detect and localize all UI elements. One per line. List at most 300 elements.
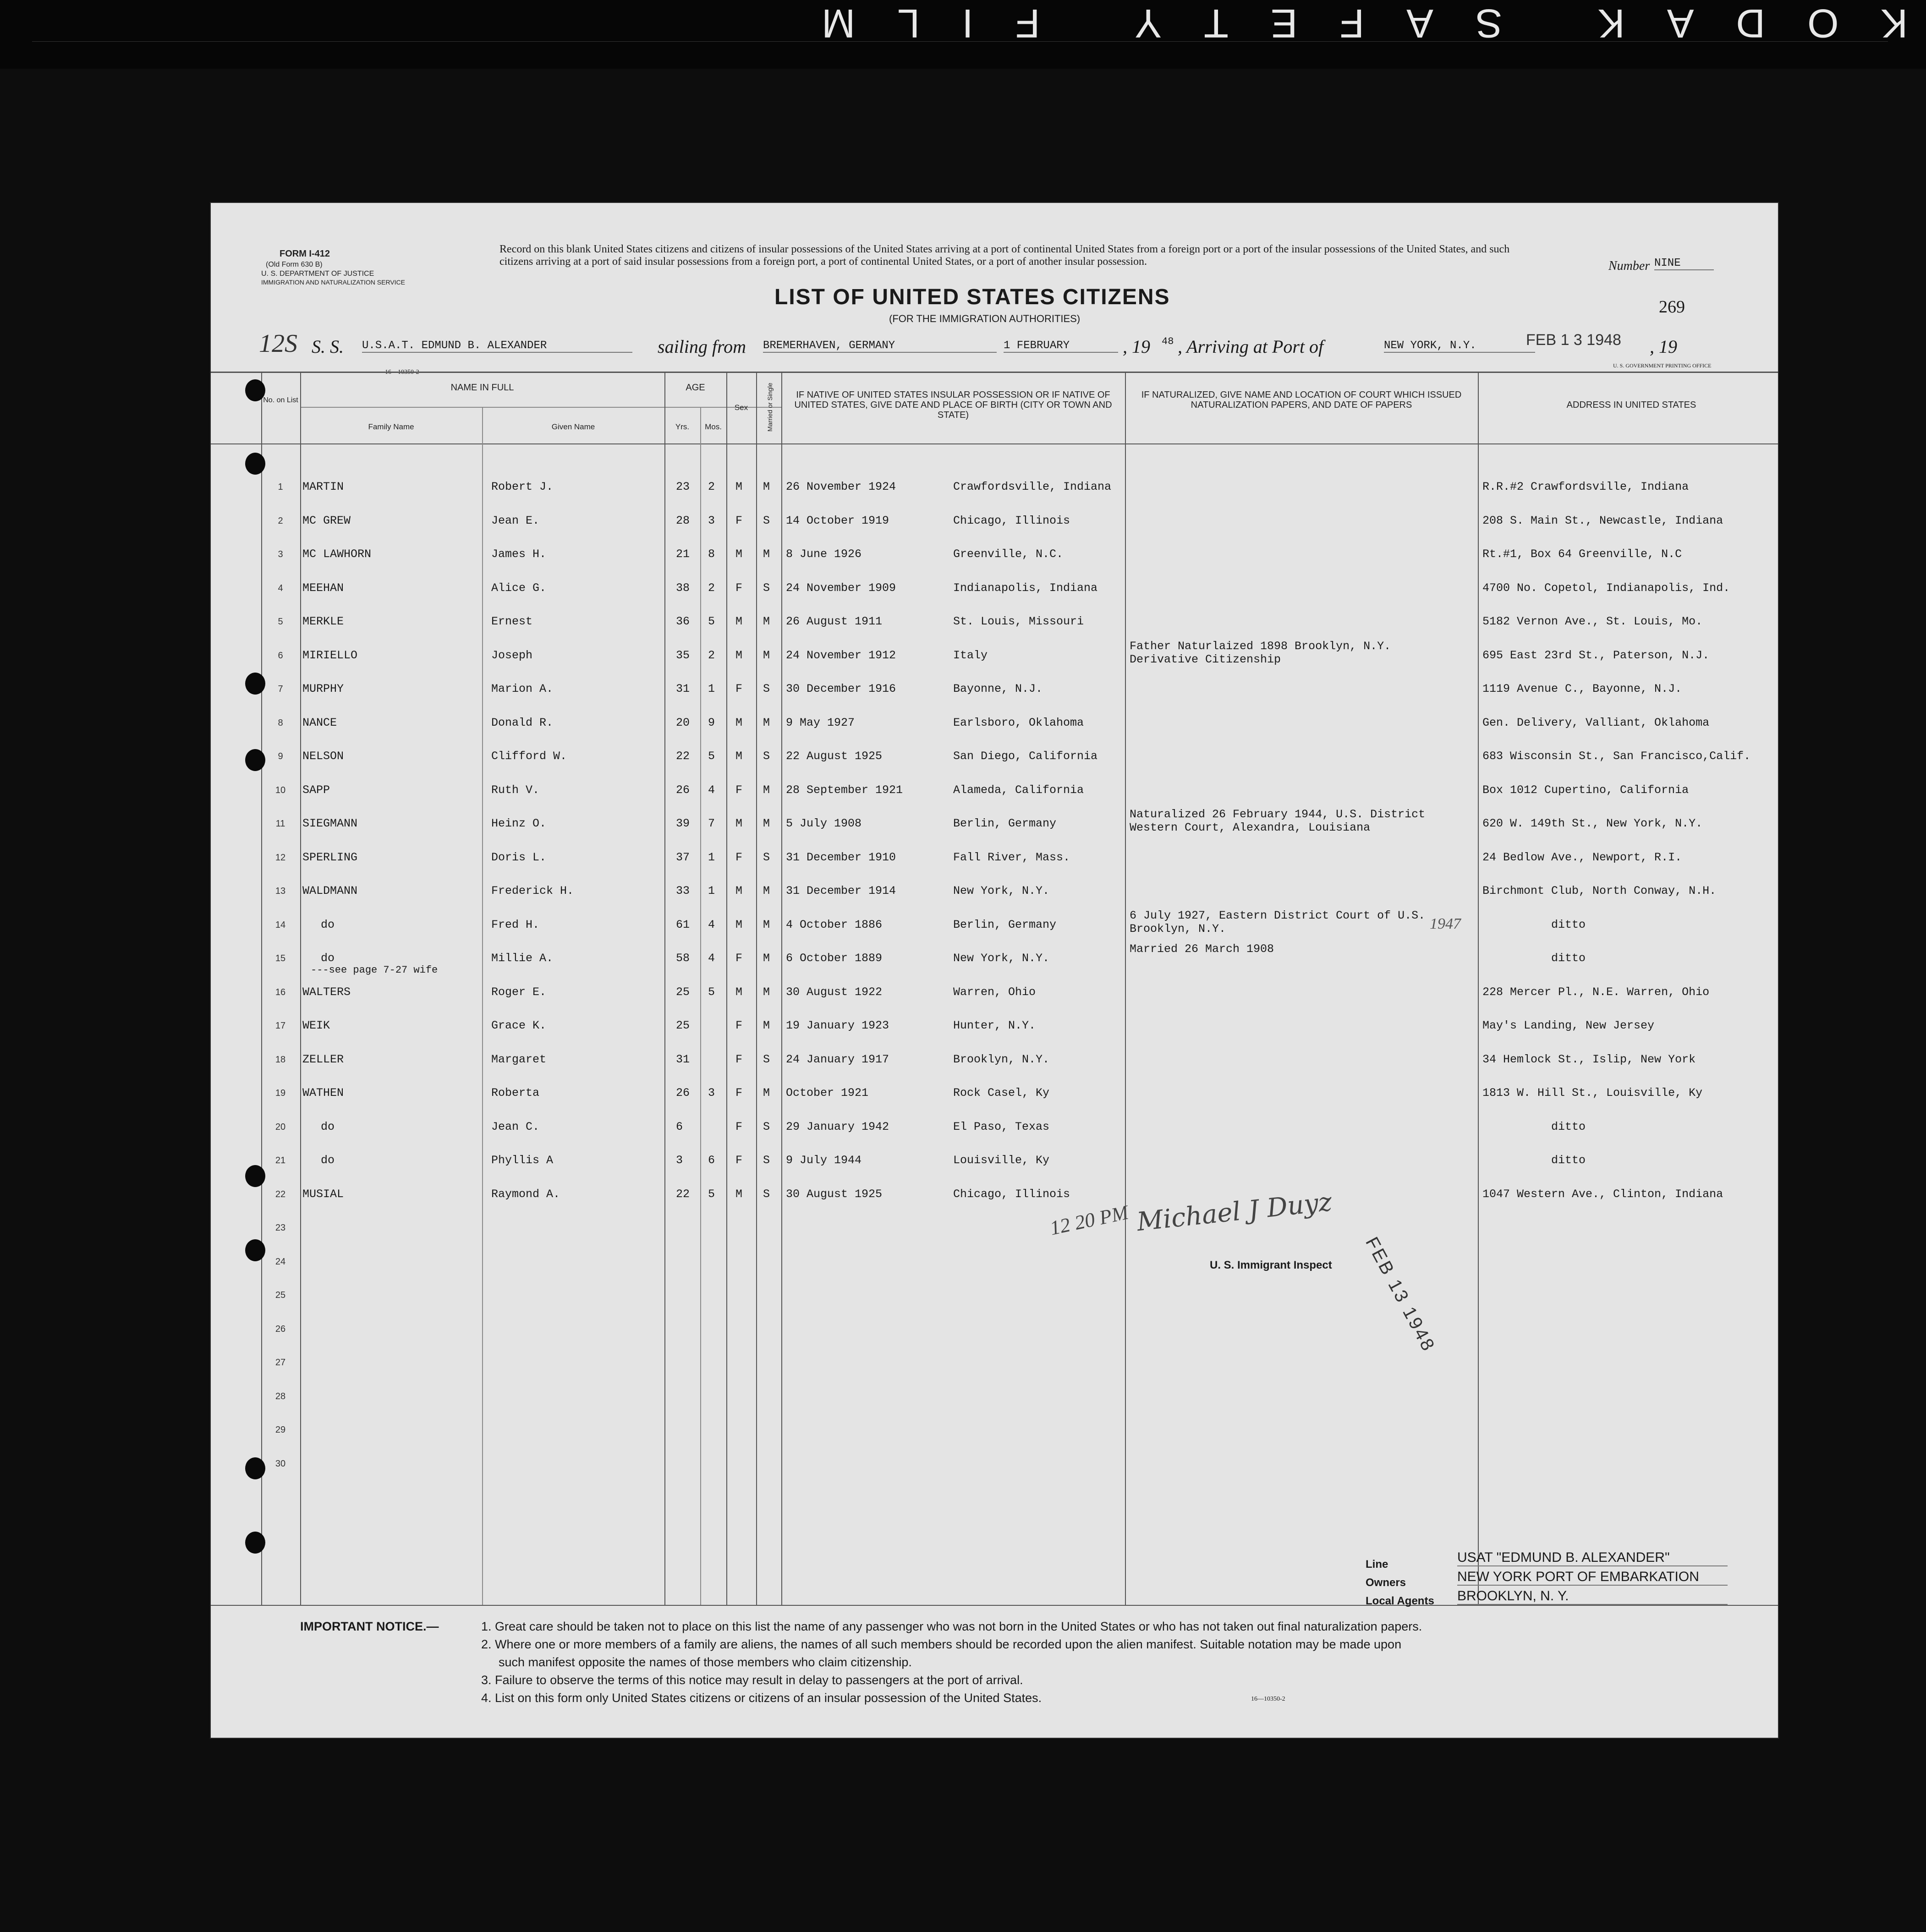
row-number: 27 <box>275 1357 286 1368</box>
age-months-cell: 7 <box>708 817 715 830</box>
given-name-cell: Phyllis A <box>491 1154 554 1167</box>
given-name-cell: Doris L. <box>491 850 547 864</box>
header-months: Mos. <box>705 422 722 431</box>
manifest-page <box>211 203 1778 1738</box>
header-naturalized: IF NATURALIZED, GIVE NAME AND LOCATION OF COURT WHICH ISSUED NATURALIZATION PAPERS, AND DATE OF PAPERS <box>1141 390 1462 410</box>
punch-hole <box>245 379 265 401</box>
sex-cell: M <box>735 1187 743 1201</box>
row-number: 20 <box>275 1122 286 1132</box>
age-years-cell: 6 <box>676 1120 683 1133</box>
notice-3: 3. Failure to observe the terms of this notice may result in delay to passengers at the port of arrival. <box>481 1673 1023 1687</box>
row-number: 13 <box>275 886 286 896</box>
row-number: 30 <box>275 1458 286 1469</box>
age-months-cell: 4 <box>708 952 715 965</box>
sex-cell: F <box>735 514 743 527</box>
row-number: 7 <box>278 684 283 694</box>
birth-place-cell: Alameda, California <box>953 783 1084 797</box>
header-name-in-full: NAME IN FULL <box>450 383 514 393</box>
marital-status-cell: M <box>763 952 770 965</box>
family-name-cell: NELSON <box>302 750 344 763</box>
birth-date-cell: 9 May 1927 <box>786 716 855 729</box>
given-name-cell: Millie A. <box>491 952 554 965</box>
address-cell: 1119 Avenue C., Bayonne, N.J. <box>1482 682 1682 695</box>
sex-cell: M <box>735 918 743 931</box>
age-years-cell: 25 <box>676 1019 690 1032</box>
punch-hole <box>245 1457 265 1479</box>
given-name-cell: Ernest <box>491 615 533 628</box>
marital-status-cell: S <box>763 1154 770 1167</box>
row-number: 6 <box>278 650 283 661</box>
age-months-cell: 1 <box>708 682 715 695</box>
age-years-cell: 20 <box>676 716 690 729</box>
birth-place-cell: Berlin, Germany <box>953 817 1057 830</box>
birth-date-cell: 30 August 1922 <box>786 985 883 999</box>
line-value: USAT "EDMUND B. ALEXANDER" <box>1457 1550 1728 1566</box>
row-number: 28 <box>275 1391 286 1401</box>
col-line <box>700 407 701 1605</box>
age-years-cell: 26 <box>676 1086 690 1100</box>
sex-cell: F <box>735 850 743 864</box>
age-years-cell: 28 <box>676 514 690 527</box>
family-name-cell: WATHEN <box>302 1086 344 1100</box>
address-cell: 695 East 23rd St., Paterson, N.J. <box>1482 648 1710 662</box>
table-bottom-border <box>211 1605 1778 1606</box>
marital-status-cell: M <box>763 615 770 628</box>
port-of-arrival: NEW YORK, N.Y. <box>1384 339 1535 353</box>
col-line <box>300 372 301 1605</box>
birth-date-cell: 26 November 1924 <box>786 480 896 493</box>
family-name-cell: MARTIN <box>302 480 344 493</box>
sail-date: 1 FEBRUARY <box>1004 339 1118 353</box>
given-name-cell: Jean C. <box>491 1120 540 1133</box>
age-years-cell: 22 <box>676 1187 690 1201</box>
age-months-cell: 3 <box>708 514 715 527</box>
row-number: 26 <box>275 1324 286 1334</box>
age-months-cell: 9 <box>708 716 715 729</box>
birth-place-cell: Bayonne, N.J. <box>953 682 1043 695</box>
header-age: AGE <box>686 383 705 393</box>
family-name-cell: do <box>321 952 335 965</box>
birth-date-cell: 24 January 1917 <box>786 1052 889 1066</box>
given-name-cell: Fred H. <box>491 918 540 931</box>
birth-place-cell: Crawfordsville, Indiana <box>953 480 1112 493</box>
year-prefix: , 19 <box>1123 336 1150 357</box>
col-line <box>261 372 262 1605</box>
punch-hole <box>245 749 265 771</box>
address-cell: 34 Hemlock St., Islip, New York <box>1482 1052 1696 1066</box>
notice-1: 1. Great care should be taken not to place on this list the name of any passenger who was not born in the United States or who has not taken out final naturalization papers. <box>481 1620 1422 1633</box>
family-name-cell: WEIK <box>302 1019 330 1032</box>
page-title: LIST OF UNITED STATES CITIZENS <box>774 285 1170 309</box>
ship-name: U.S.A.T. EDMUND B. ALEXANDER <box>362 339 632 353</box>
table-top-border <box>211 372 1778 373</box>
age-months-cell: 5 <box>708 985 715 999</box>
birth-place-cell: Louisville, Ky <box>953 1154 1050 1167</box>
given-name-cell: Marion A. <box>491 682 554 695</box>
birth-date-cell: 9 July 1944 <box>786 1154 862 1167</box>
row-number: 22 <box>275 1189 286 1199</box>
row-number: 17 <box>275 1021 286 1031</box>
sex-cell: M <box>735 750 743 763</box>
col-line <box>781 372 782 1605</box>
marital-status-cell: M <box>763 648 770 662</box>
age-years-cell: 37 <box>676 850 690 864</box>
address-cell: 1047 Western Ave., Clinton, Indiana <box>1482 1187 1723 1201</box>
age-years-cell: 35 <box>676 648 690 662</box>
header-address: ADDRESS IN UNITED STATES <box>1566 400 1696 410</box>
row-number: 29 <box>275 1425 286 1435</box>
handwritten-time: 12 20 PM <box>1048 1201 1130 1240</box>
row-number: 9 <box>278 751 283 761</box>
age-years-cell: 3 <box>676 1154 683 1167</box>
film-edge-text: KODAK SAFETY FILM <box>779 1 1908 46</box>
row-number: 10 <box>275 785 286 795</box>
owners-label: Owners <box>1366 1576 1406 1589</box>
given-name-cell: Frederick H. <box>491 884 574 898</box>
family-name-cell: ZELLER <box>302 1052 344 1066</box>
row-number: 16 <box>275 987 286 997</box>
age-months-cell: 5 <box>708 1187 715 1201</box>
address-cell: Rt.#1, Box 64 Greenville, N.C <box>1482 547 1682 561</box>
sex-cell: M <box>735 817 743 830</box>
family-name-cell: WALTERS <box>302 985 351 999</box>
sex-cell: M <box>735 648 743 662</box>
age-months-cell: 2 <box>708 581 715 595</box>
age-years-cell: 26 <box>676 783 690 797</box>
sex-cell: M <box>735 985 743 999</box>
birth-date-cell: 24 November 1909 <box>786 581 896 595</box>
row-number: 4 <box>278 583 283 593</box>
family-name-cell: SIEGMANN <box>302 817 358 830</box>
row-number: 25 <box>275 1290 286 1300</box>
marital-status-cell: S <box>763 581 770 595</box>
sex-cell: M <box>735 884 743 898</box>
year-suffix: 48 <box>1162 336 1174 347</box>
given-name-cell: Alice G. <box>491 581 547 595</box>
given-name-cell: Donald R. <box>491 716 554 729</box>
birth-place-cell: Fall River, Mass. <box>953 850 1070 864</box>
col-line <box>726 372 727 1605</box>
sex-cell: F <box>735 783 743 797</box>
row-number: 3 <box>278 549 283 559</box>
sex-cell: F <box>735 952 743 965</box>
marital-status-cell: M <box>763 817 770 830</box>
birth-date-cell: 8 June 1926 <box>786 547 862 561</box>
family-name-cell: do <box>321 918 335 931</box>
punch-hole <box>245 1239 265 1261</box>
row-number: 11 <box>275 819 285 829</box>
address-cell: Birchmont Club, North Conway, N.H. <box>1482 884 1717 898</box>
sex-cell: M <box>735 547 743 561</box>
age-months-cell: 4 <box>708 783 715 797</box>
family-name-cell: WALDMANN <box>302 884 358 898</box>
address-cell: May's Landing, New Jersey <box>1482 1019 1655 1032</box>
marital-status-cell: S <box>763 1120 770 1133</box>
marital-status-cell: M <box>763 1019 770 1032</box>
family-name-cell: MIRIELLO <box>302 648 358 662</box>
sex-cell: M <box>735 716 743 729</box>
birth-date-cell: 6 October 1889 <box>786 952 883 965</box>
punch-hole <box>245 453 265 475</box>
family-name-cell: do <box>321 1120 335 1133</box>
marital-status-cell: M <box>763 480 770 493</box>
ss-label: S. S. <box>312 336 344 357</box>
family-name-cell: MEEHAN <box>302 581 344 595</box>
sailing-from: BREMERHAVEN, GERMANY <box>763 339 997 353</box>
number-label: Number <box>1608 259 1650 273</box>
birth-date-cell: 4 October 1886 <box>786 918 883 931</box>
family-name-cell: MURPHY <box>302 682 344 695</box>
row-number: 5 <box>278 617 283 627</box>
birth-date-cell: 14 October 1919 <box>786 514 889 527</box>
age-years-cell: 61 <box>676 918 690 931</box>
arrival-date-stamp: FEB 1 3 1948 <box>1526 331 1621 349</box>
marital-status-cell: M <box>763 918 770 931</box>
marital-status-cell: M <box>763 985 770 999</box>
row-number: 18 <box>275 1054 286 1065</box>
row-number: 8 <box>278 717 283 728</box>
given-name-cell: James H. <box>491 547 547 561</box>
row-number: 21 <box>275 1155 286 1166</box>
marital-status-cell: S <box>763 682 770 695</box>
birth-place-cell: Berlin, Germany <box>953 918 1057 931</box>
age-months-cell: 3 <box>708 1086 715 1100</box>
punch-hole <box>245 1532 265 1554</box>
birth-date-cell: 28 September 1921 <box>786 783 903 797</box>
inspector-label: U. S. Immigrant Inspect <box>1210 1259 1332 1271</box>
header-sex: Sex <box>734 403 748 412</box>
header-given-name: Given Name <box>551 422 595 431</box>
form-number: FORM I-412 <box>280 249 330 259</box>
birth-date-cell: 31 December 1910 <box>786 850 896 864</box>
row-number: 12 <box>275 852 286 863</box>
header-bottom-border <box>211 443 1778 444</box>
given-name-cell: Clifford W. <box>491 750 567 763</box>
birth-date-cell: 30 December 1916 <box>786 682 896 695</box>
row-number: 24 <box>275 1256 286 1267</box>
sex-cell: M <box>735 480 743 493</box>
address-cell: ditto <box>1551 952 1586 965</box>
age-months-cell: 5 <box>708 750 715 763</box>
record-instructions: Record on this blank United States citizens and citizens of insular possessions of the United States arriving at a port of continental United States from a foreign port or a port of the insular possessions of the United States, and such citizens arriving at a port of said insular possessions from a foreign port, a port of continental United States, or a port of another insular possession. <box>499 243 1510 268</box>
naturalization-cell: 6 July 1927, Eastern District Court of U.S. Brooklyn, N.Y. <box>1130 909 1426 936</box>
see-page-note: ---see page 7-27 wife <box>311 964 438 976</box>
birth-date-cell: 30 August 1925 <box>786 1187 883 1201</box>
col-line <box>664 372 665 1605</box>
birth-date-cell: 5 July 1908 <box>786 817 862 830</box>
agents-label: Local Agents <box>1366 1595 1434 1607</box>
marital-status-cell: M <box>763 1086 770 1100</box>
given-name-cell: Jean E. <box>491 514 540 527</box>
sailing-label: sailing from <box>658 336 746 357</box>
handwritten-year-note: 1947 <box>1430 915 1461 932</box>
birth-date-cell: 31 December 1914 <box>786 884 896 898</box>
family-name-cell: MUSIAL <box>302 1187 344 1201</box>
age-years-cell: 31 <box>676 1052 690 1066</box>
printing-office: U. S. GOVERNMENT PRINTING OFFICE <box>1613 362 1712 369</box>
family-name-cell: SAPP <box>302 783 330 797</box>
department-name: U. S. DEPARTMENT OF JUSTICE <box>261 270 374 278</box>
header-years: Yrs. <box>675 422 690 431</box>
birth-date-cell: October 1921 <box>786 1086 869 1100</box>
address-cell: 1813 W. Hill St., Louisville, Ky <box>1482 1086 1703 1100</box>
family-name-cell: MC GREW <box>302 514 351 527</box>
list-number: NINE <box>1654 257 1714 270</box>
header-no-on-list: No. on List <box>263 396 298 404</box>
row-number: 19 <box>275 1088 286 1098</box>
age-years-cell: 36 <box>676 615 690 628</box>
address-cell: ditto <box>1551 1120 1586 1133</box>
given-name-cell: Heinz O. <box>491 817 547 830</box>
age-years-cell: 22 <box>676 750 690 763</box>
age-months-cell: 6 <box>708 1154 715 1167</box>
age-years-cell: 21 <box>676 547 690 561</box>
age-months-cell: 2 <box>708 480 715 493</box>
marital-status-cell: M <box>763 884 770 898</box>
arriving-label: , Arriving at Port of <box>1178 336 1324 357</box>
birth-date-cell: 24 November 1912 <box>786 648 896 662</box>
row-number: 23 <box>275 1223 286 1233</box>
given-name-cell: Margaret <box>491 1052 547 1066</box>
family-name-cell: SPERLING <box>302 850 358 864</box>
address-cell: 620 W. 149th St., New York, N.Y. <box>1482 817 1703 830</box>
notice-4: 4. List on this form only United States citizens or citizens of an insular possession of the United States. <box>481 1691 1042 1705</box>
col-line <box>1125 372 1126 1605</box>
marital-status-cell: S <box>763 514 770 527</box>
page-subtitle: (FOR THE IMMIGRATION AUTHORITIES) <box>889 313 1081 324</box>
sex-cell: F <box>735 1086 743 1100</box>
age-years-cell: 31 <box>676 682 690 695</box>
family-name-cell: MERKLE <box>302 615 344 628</box>
marital-status-cell: S <box>763 850 770 864</box>
birth-date-cell: 22 August 1925 <box>786 750 883 763</box>
header-family-name: Family Name <box>368 422 414 431</box>
page-number: 269 <box>1659 297 1685 317</box>
sex-cell: F <box>735 1052 743 1066</box>
important-notice-label: IMPORTANT NOTICE.— <box>300 1620 439 1633</box>
given-name-cell: Ruth V. <box>491 783 540 797</box>
birth-place-cell: Brooklyn, N.Y. <box>953 1052 1050 1066</box>
film-edge <box>0 0 1926 69</box>
inspector-date-stamp: FEB 13 1948 <box>1361 1234 1439 1356</box>
given-name-cell: Raymond A. <box>491 1187 560 1201</box>
punch-hole <box>245 673 265 695</box>
address-cell: 24 Bedlow Ave., Newport, R.I. <box>1482 850 1682 864</box>
given-name-cell: Roberta <box>491 1086 540 1100</box>
age-years-cell: 39 <box>676 817 690 830</box>
sex-cell: F <box>735 1019 743 1032</box>
col-line <box>482 407 483 1605</box>
age-years-cell: 25 <box>676 985 690 999</box>
marital-status-cell: S <box>763 750 770 763</box>
marital-status-cell: M <box>763 783 770 797</box>
birth-place-cell: Chicago, Illinois <box>953 1187 1070 1201</box>
naturalization-cell: Naturalized 26 February 1944, U.S. District Western Court, Alexandra, Louisiana <box>1130 808 1426 834</box>
inspector-signature: Michael J Duyz <box>1135 1187 1333 1237</box>
row-number: 15 <box>275 953 286 963</box>
sex-cell: F <box>735 1154 743 1167</box>
birth-place-cell: Hunter, N.Y. <box>953 1019 1036 1032</box>
marital-status-cell: S <box>763 1052 770 1066</box>
address-cell: R.R.#2 Crawfordsville, Indiana <box>1482 480 1689 493</box>
col-line <box>756 372 757 1605</box>
marital-status-cell: M <box>763 547 770 561</box>
address-cell: ditto <box>1551 918 1586 931</box>
naturalization-cell: Father Naturlaized 1898 Brooklyn, N.Y. Derivative Citizenship <box>1130 639 1391 666</box>
age-years-cell: 33 <box>676 884 690 898</box>
form-code-bottom: 16—10350-2 <box>1251 1696 1285 1702</box>
name-age-divider <box>300 407 781 408</box>
header-birth: IF NATIVE OF UNITED STATES INSULAR POSSESSION OR IF NATIVE OF UNITED STATES, GIVE DATE AND PLACE OF BIRTH (CITY OR TOWN AND STATE) <box>794 390 1112 420</box>
agents-value: BROOKLYN, N. Y. <box>1457 1588 1728 1605</box>
sex-cell: F <box>735 581 743 595</box>
age-months-cell: 2 <box>708 648 715 662</box>
handwritten-mark: 12S <box>259 329 297 358</box>
age-months-cell: 8 <box>708 547 715 561</box>
given-name-cell: Joseph <box>491 648 533 662</box>
birth-place-cell: New York, N.Y. <box>953 884 1050 898</box>
birth-place-cell: Chicago, Illinois <box>953 514 1070 527</box>
row-number: 1 <box>278 482 283 492</box>
family-name-cell: MC LAWHORN <box>302 547 372 561</box>
age-months-cell: 1 <box>708 850 715 864</box>
col-line <box>1478 372 1479 1605</box>
age-years-cell: 58 <box>676 952 690 965</box>
birth-date-cell: 26 August 1911 <box>786 615 883 628</box>
birth-place-cell: Rock Casel, Ky <box>953 1086 1050 1100</box>
address-cell: Box 1012 Cupertino, California <box>1482 783 1689 797</box>
owners-value: NEW YORK PORT OF EMBARKATION <box>1457 1569 1728 1586</box>
punch-hole <box>245 1165 265 1187</box>
address-cell: ditto <box>1551 1154 1586 1167</box>
naturalization-cell: Married 26 March 1908 <box>1130 942 1274 956</box>
birth-place-cell: Warren, Ohio <box>953 985 1036 999</box>
year-prefix-2: , 19 <box>1650 336 1677 357</box>
age-years-cell: 23 <box>676 480 690 493</box>
address-cell: 228 Mercer Pl., N.E. Warren, Ohio <box>1482 985 1710 999</box>
family-name-cell: do <box>321 1154 335 1167</box>
birth-place-cell: St. Louis, Missouri <box>953 615 1084 628</box>
family-name-cell: NANCE <box>302 716 337 729</box>
birth-date-cell: 29 January 1942 <box>786 1120 889 1133</box>
given-name-cell: Grace K. <box>491 1019 547 1032</box>
sex-cell: F <box>735 682 743 695</box>
birth-place-cell: Earlsboro, Oklahoma <box>953 716 1084 729</box>
marital-status-cell: M <box>763 716 770 729</box>
line-label: Line <box>1366 1558 1388 1571</box>
address-cell: 683 Wisconsin St., San Francisco,Calif. <box>1482 750 1751 763</box>
notice-2-continued: such manifest opposite the names of those members who claim citizenship. <box>499 1655 912 1669</box>
address-cell: 5182 Vernon Ave., St. Louis, Mo. <box>1482 615 1703 628</box>
sex-cell: F <box>735 1120 743 1133</box>
birth-place-cell: Italy <box>953 648 988 662</box>
birth-date-cell: 19 January 1923 <box>786 1019 889 1032</box>
age-months-cell: 1 <box>708 884 715 898</box>
address-cell: Gen. Delivery, Valliant, Oklahoma <box>1482 716 1710 729</box>
service-name: IMMIGRATION AND NATURALIZATION SERVICE <box>261 279 405 286</box>
given-name-cell: Robert J. <box>491 480 554 493</box>
age-months-cell: 4 <box>708 918 715 931</box>
address-cell: 208 S. Main St., Newcastle, Indiana <box>1482 514 1723 527</box>
birth-place-cell: Indianapolis, Indiana <box>953 581 1098 595</box>
address-cell: 4700 No. Copetol, Indianapolis, Ind. <box>1482 581 1730 595</box>
header-married-single: Married or Single <box>766 383 774 432</box>
sex-cell: M <box>735 615 743 628</box>
row-number: 14 <box>275 919 286 930</box>
age-months-cell: 5 <box>708 615 715 628</box>
old-form-number: (Old Form 630 B) <box>266 261 323 268</box>
birth-place-cell: Greenville, N.C. <box>953 547 1064 561</box>
